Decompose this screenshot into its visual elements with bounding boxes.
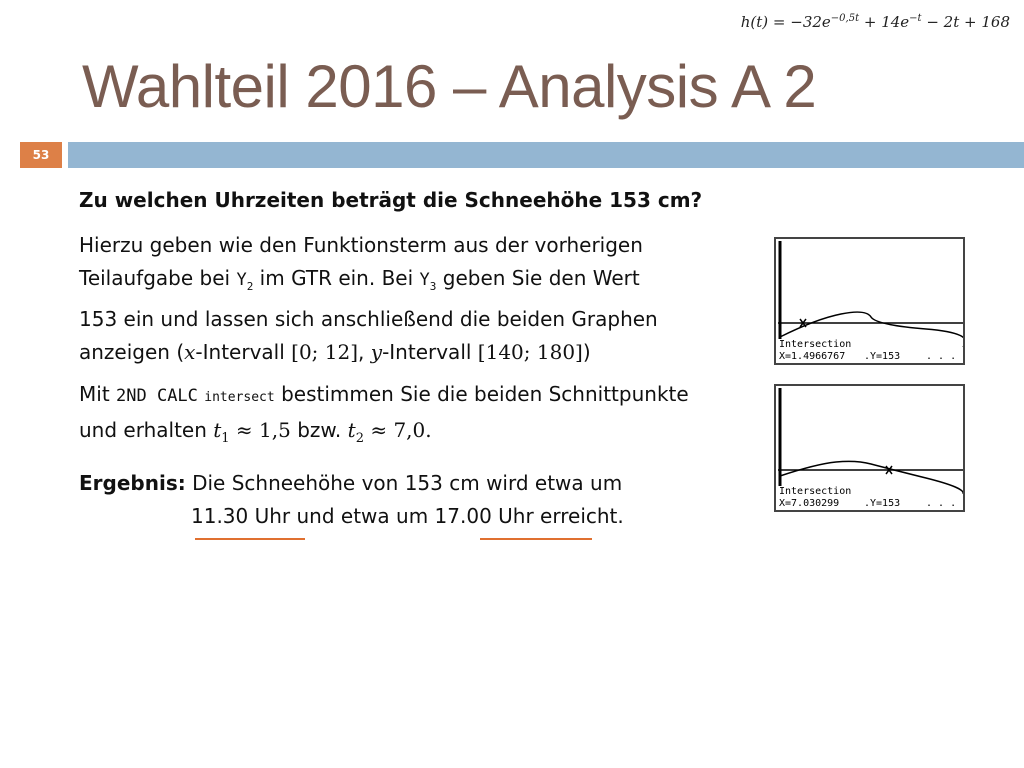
intersection-label: Intersection xyxy=(779,339,852,350)
calculator-screen-1 xyxy=(774,237,965,365)
method-paragraph: Mit 2ND CALC intersect bestimmen Sie die beiden Schnittpunkte und erhalten $t_1 \approx 1,5$ bzw. $t_2 \approx 7,0$. xyxy=(79,382,689,446)
question-text: Zu welchen Uhrzeiten beträgt die Schneehöhe 153 cm? xyxy=(79,188,703,212)
slide-title: Wahlteil 2016 – Analysis A 2 xyxy=(82,53,817,120)
underline-time-1 xyxy=(195,538,305,540)
result-paragraph: Ergebnis: Die Schneehöhe von 153 cm wird etwa um 11.30 Uhr und etwa um 17.00 Uhr erreicht. xyxy=(79,471,624,528)
header-bar xyxy=(68,142,1024,168)
underline-time-2 xyxy=(480,538,592,540)
instruction-paragraph: Hierzu geben wie den Funktionsterm aus der vorherigen Teilaufgabe bei $Y_2$ im GTR ein. Bei $Y_3$ geben Sie den Wert 153 ein und lassen sich anschließend die beiden Graphen anzeigen (x-Intervall [0; 12], y-Intervall [140; 180]) xyxy=(79,233,658,364)
readout-dots: . . . xyxy=(926,351,957,362)
calculator-screen-2 xyxy=(774,384,965,512)
x-readout: X=1.4966767 xyxy=(779,351,846,362)
slide-number: 53 xyxy=(20,142,62,168)
intersection-label: Intersection xyxy=(779,486,852,497)
readout-dots: . . . xyxy=(926,498,957,509)
y-readout: .Y=153 xyxy=(864,498,901,509)
x-readout: X=7.030299 xyxy=(779,498,840,509)
y-readout: .Y=153 xyxy=(864,351,901,362)
function-formula: $h(t) = -32e^{-0,5t} + 14e^{-t} - 2t + 168$ xyxy=(740,13,1010,31)
